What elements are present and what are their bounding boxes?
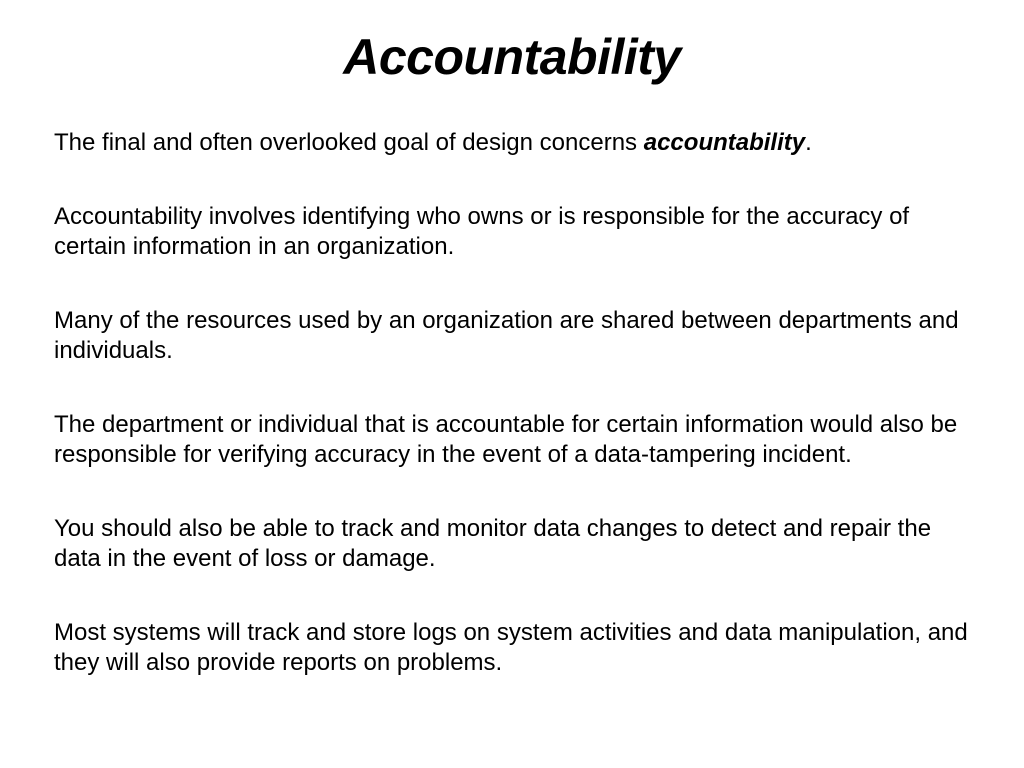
paragraph-goal-period: .: [805, 129, 812, 156]
paragraph-logs: Most systems will track and store logs on system activities and data manipulation, and they will also provide reports on problems.: [54, 619, 968, 676]
slide-title: Accountability: [343, 29, 681, 85]
paragraph-definition: Accountability involves identifying who owns or is responsible for the accuracy of certain information in an organization.: [54, 203, 910, 260]
paragraph-shared-resources: Many of the resources used by an organization are shared between departments and individuals.: [54, 307, 959, 364]
paragraph-goal-text: The final and often overlooked goal of design concerns: [54, 129, 644, 156]
paragraph-goal: [54, 128, 984, 158]
paragraph-monitoring: You should also be able to track and monitor data changes to detect and repair the data in the event of loss or damage.: [54, 515, 932, 572]
paragraph-responsibility: The department or individual that is accountable for certain information would also be responsible for verifying accuracy in the event of a data-tampering incident.: [54, 411, 958, 468]
accountability-emphasis: accountability: [643, 129, 806, 156]
slide-body: [54, 128, 984, 678]
